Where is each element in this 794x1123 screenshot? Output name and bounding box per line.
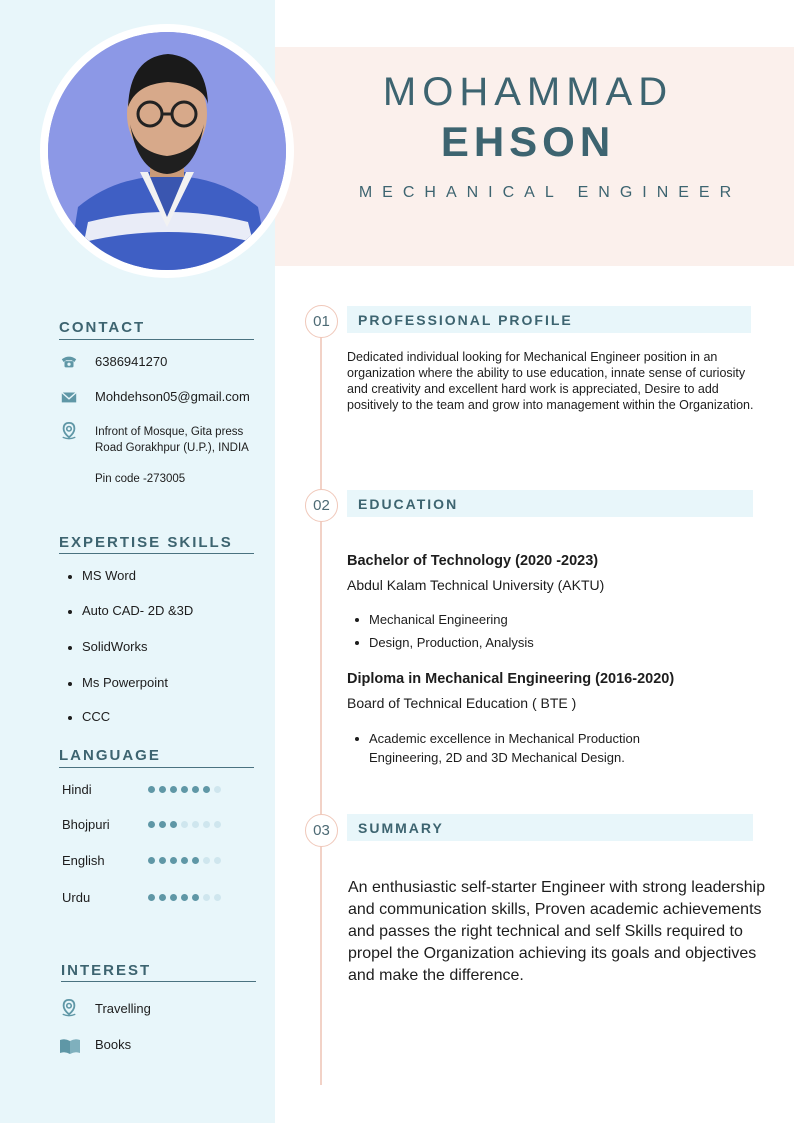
last-name: EHSON: [440, 118, 616, 165]
contact-divider: [59, 339, 254, 340]
education-bullet: Mechanical Engineering: [355, 610, 508, 629]
interest-divider: [61, 981, 256, 982]
level-dot-filled: [170, 894, 177, 901]
skill-item: CCC: [68, 709, 110, 724]
education-bullet: Academic excellence in Mechanical Production: [355, 729, 640, 748]
skill-item: Ms Powerpoint: [68, 675, 168, 690]
level-dot-filled: [170, 821, 177, 828]
section-number: 03: [305, 814, 338, 847]
level-dot-filled: [192, 857, 199, 864]
skill-item: Auto CAD- 2D &3D: [68, 603, 193, 618]
pincode: Pin code -273005: [95, 473, 186, 485]
level-dot-filled: [159, 821, 166, 828]
section-header-profile: [347, 306, 751, 333]
section-title: EDUCATION: [358, 496, 459, 512]
location-pin-icon: [60, 422, 78, 440]
language-name: Bhojpuri: [62, 817, 110, 832]
address-line-1: Infront of Mosque, Gita press: [95, 426, 244, 438]
email-address[interactable]: Mohdehson05@gmail.com: [95, 389, 250, 404]
section-number: 02: [305, 489, 338, 522]
language-heading: LANGUAGE: [59, 747, 161, 764]
language-level: [148, 786, 221, 793]
level-dot-empty: [203, 857, 210, 864]
skills-heading: EXPERTISE SKILLS: [59, 534, 233, 551]
education-degree: Diploma in Mechanical Engineering (2016-2020): [347, 671, 675, 687]
interest-heading: INTEREST: [61, 962, 152, 979]
level-dot-filled: [181, 786, 188, 793]
education-institution: Abdul Kalam Technical University (AKTU): [347, 577, 605, 593]
level-dot-filled: [148, 786, 155, 793]
level-dot-filled: [159, 894, 166, 901]
level-dot-empty: [192, 821, 199, 828]
level-dot-filled: [148, 857, 155, 864]
book-icon: [59, 1037, 81, 1055]
section-title: PROFESSIONAL PROFILE: [358, 312, 573, 328]
address-line-2: Road Gorakhpur (U.P.), INDIA: [95, 442, 249, 454]
level-dot-filled: [192, 786, 199, 793]
level-dot-empty: [214, 821, 221, 828]
level-dot-filled: [159, 786, 166, 793]
level-dot-filled: [159, 857, 166, 864]
profile-photo: [48, 32, 286, 270]
contact-heading: CONTACT: [59, 319, 146, 336]
summary-text: An enthusiastic self-starter Engineer with strong leadership and communication skills, Proven academic achievements and passes the right technical and self Skills required to propel the Organization achieving its goals and objectives and make the difference.: [348, 879, 766, 984]
phone-icon: [60, 353, 78, 371]
section-title: SUMMARY: [358, 820, 444, 836]
level-dot-empty: [203, 894, 210, 901]
timeline-line: [320, 330, 322, 1085]
section-number: 01: [305, 305, 338, 338]
first-name: MOHAMMAD: [382, 70, 674, 114]
language-level: [148, 857, 221, 864]
language-name: Hindi: [62, 782, 92, 797]
language-divider: [59, 767, 254, 768]
interest-item: Books: [95, 1037, 132, 1052]
education-bullet: Engineering, 2D and 3D Mechanical Design.: [369, 750, 625, 765]
level-dot-empty: [181, 821, 188, 828]
mail-icon: [60, 388, 78, 406]
skill-item: SolidWorks: [68, 639, 148, 654]
level-dot-filled: [181, 857, 188, 864]
profile-photo-illustration: [48, 32, 286, 270]
level-dot-empty: [203, 821, 210, 828]
skill-item: MS Word: [68, 568, 136, 583]
education-bullet: Design, Production, Analysis: [355, 633, 534, 652]
level-dot-empty: [214, 786, 221, 793]
level-dot-filled: [181, 894, 188, 901]
language-name: Urdu: [62, 890, 91, 905]
level-dot-empty: [214, 894, 221, 901]
section-header-summary: [347, 814, 753, 841]
education-degree: Bachelor of Technology (2020 -2023): [347, 553, 599, 569]
language-level: [148, 821, 221, 828]
profile-text: Dedicated individual looking for Mechanical Engineer position in an organization where the ability to use education, innate sense of curiosity and creativity and excellent hard work is appreciated, Desire to add positively to the team and grow into management within the Organization.: [347, 350, 754, 412]
level-dot-filled: [148, 821, 155, 828]
interest-item: Travelling: [95, 1001, 151, 1016]
language-level: [148, 894, 221, 901]
education-institution: Board of Technical Education ( BTE ): [347, 695, 577, 711]
section-header-education: [347, 490, 753, 517]
level-dot-empty: [214, 857, 221, 864]
level-dot-filled: [203, 786, 210, 793]
skills-divider: [59, 553, 254, 554]
level-dot-filled: [192, 894, 199, 901]
phone-number: 6386941270: [95, 354, 168, 369]
location-pin-icon: [60, 999, 78, 1017]
level-dot-filled: [170, 786, 177, 793]
job-title: MECHANICAL ENGINEER: [358, 184, 742, 201]
language-name: English: [62, 853, 105, 868]
level-dot-filled: [148, 894, 155, 901]
level-dot-filled: [170, 857, 177, 864]
